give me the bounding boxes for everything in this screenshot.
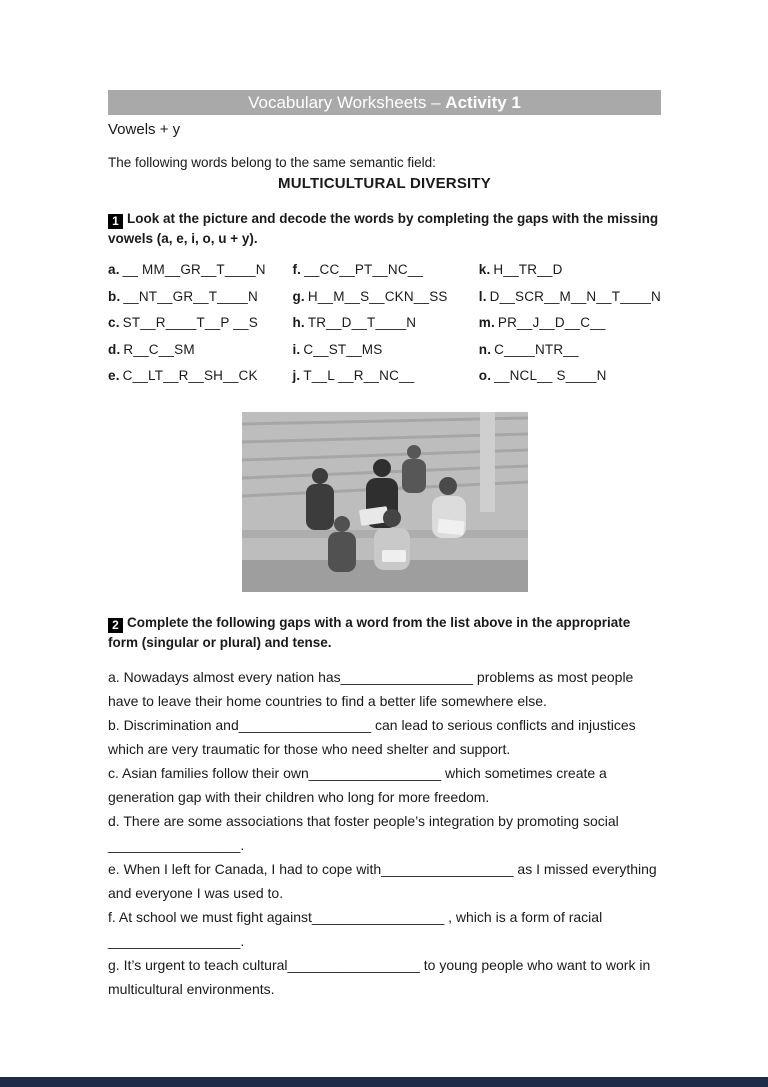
- word-item-n: [479, 342, 661, 357]
- word-item-o: [479, 368, 661, 383]
- word-label: i.: [292, 341, 301, 357]
- word-item-c: [108, 315, 292, 330]
- word-column-3: [479, 262, 661, 383]
- intro-line: The following words belong to the same semantic field:: [108, 155, 436, 170]
- exercise2-heading: [108, 613, 661, 652]
- word-gapped: __ MM__GR__T____N: [122, 262, 266, 277]
- word-gapped: H__TR__D: [493, 262, 563, 277]
- worksheet-photo: [242, 412, 528, 592]
- word-gapped: C____NTR__: [494, 341, 579, 357]
- word-item-k: [479, 262, 661, 277]
- word-label: n.: [478, 341, 492, 357]
- worksheet-title: [248, 93, 521, 112]
- word-label: d.: [108, 341, 121, 357]
- word-item-g: [292, 289, 478, 304]
- word-gapped: ST__R____T__P __S: [122, 315, 258, 330]
- word-gapped: R__C__SM: [123, 341, 195, 357]
- word-label: o.: [478, 368, 492, 383]
- word-item-j: [292, 368, 478, 383]
- word-label: f.: [292, 262, 302, 277]
- sentence-f: f. At school we must fight against_________________ , which is a form of racial _________________.: [108, 909, 603, 949]
- exercise1-number-badge: 1: [108, 214, 123, 229]
- exercise1-heading: [108, 209, 661, 248]
- word-gapped: PR__J__D__C__: [497, 315, 606, 330]
- word-gapped: C__LT__R__SH__CK: [122, 368, 258, 383]
- word-gapped: __NCL__ S____N: [494, 368, 607, 383]
- word-gapped: H__M__S__CKN__SS: [307, 288, 448, 304]
- word-item-f: [292, 262, 478, 277]
- sentence-b: b. Discrimination and_________________ can lead to serious conflicts and injustices which are very traumatic for those who need shelter and support.: [108, 717, 636, 757]
- worksheet-title-activity: Activity 1: [445, 93, 521, 112]
- word-item-h: [292, 315, 478, 330]
- word-list: [108, 262, 661, 383]
- word-gapped: TR__D__T____N: [307, 315, 417, 330]
- sentence-a: a. Nowadays almost every nation has_________________ problems as most people have to leave their home countries to find a better life somewhere else.: [108, 669, 634, 709]
- word-item-a: [108, 262, 292, 277]
- exercise2-sentences: [108, 665, 661, 1001]
- subtitle-vowels: Vowels + y: [108, 121, 181, 138]
- word-column-1: [108, 262, 292, 383]
- word-item-l: [479, 289, 661, 304]
- word-item-i: [292, 342, 478, 357]
- semantic-field-title: MULTICULTURAL DIVERSITY: [278, 175, 491, 192]
- word-label: a.: [108, 262, 120, 277]
- word-gapped: T__L __R__NC__: [303, 368, 415, 383]
- word-label: k.: [478, 262, 491, 277]
- worksheet-header-bar: [108, 90, 661, 115]
- worksheet-title-prefix: Vocabulary Worksheets –: [248, 93, 446, 112]
- word-gapped: D__SCR__M__N__T____N: [489, 288, 661, 304]
- exercise2-number-badge: 2: [108, 618, 123, 633]
- word-item-m: [479, 315, 661, 330]
- word-label: h.: [292, 315, 305, 330]
- word-gapped: __CC__PT__NC__: [304, 262, 424, 277]
- word-label: c.: [108, 315, 120, 330]
- word-item-e: [108, 368, 292, 383]
- word-label: l.: [478, 288, 487, 304]
- word-item-b: [108, 289, 292, 304]
- footer-bar: [0, 1077, 768, 1087]
- word-label: b.: [108, 288, 121, 304]
- exercise2-instructions: Complete the following gaps with a word from the list above in the appropriate form (singular or plural) and tense.: [108, 615, 631, 650]
- sentence-d: d. There are some associations that foster people’s integration by promoting social _________________.: [108, 813, 619, 853]
- word-label: m.: [478, 315, 495, 330]
- word-item-d: [108, 342, 292, 357]
- word-column-2: [292, 262, 478, 383]
- word-label: e.: [108, 368, 120, 383]
- word-gapped: C__ST__MS: [303, 341, 383, 357]
- word-label: g.: [292, 288, 305, 304]
- sentence-g: g. It’s urgent to teach cultural_________________ to young people who want to work in multicultural environments.: [108, 957, 651, 997]
- sentence-e: e. When I left for Canada, I had to cope with_________________ as I missed everything and everyone I was used to.: [108, 861, 657, 901]
- exercise1-instructions: Look at the picture and decode the words by completing the gaps with the missing vowels (a, e, i, o, u + y).: [108, 211, 659, 246]
- word-gapped: __NT__GR__T____N: [123, 288, 258, 304]
- word-label: j.: [292, 368, 301, 383]
- sentence-c: c. Asian families follow their own_________________ which sometimes create a generation gap with their children who long for more freedom.: [108, 765, 607, 805]
